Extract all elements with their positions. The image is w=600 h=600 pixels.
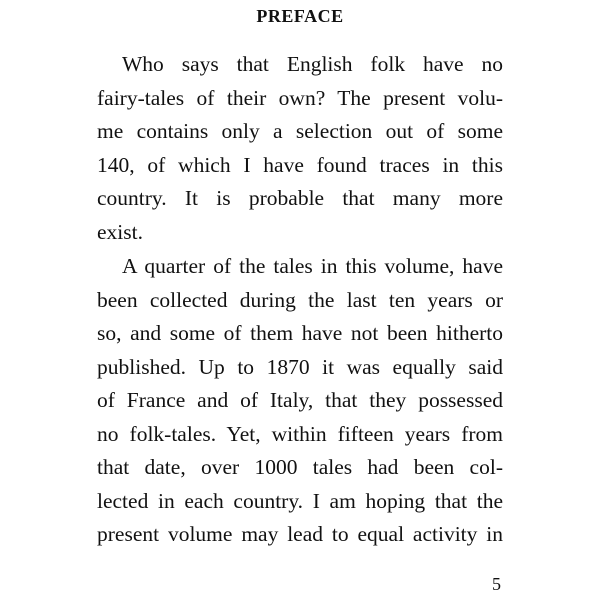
text-line: me contains only a selection out of some (97, 119, 503, 143)
text-line: 140, of which I have found traces in this (97, 152, 503, 177)
page-heading: PREFACE (256, 6, 344, 26)
text-line: country. It is probable that many more (97, 186, 503, 210)
paragraph-2 (97, 250, 503, 552)
text-line: present volume may lead to equal activity in (97, 522, 503, 546)
page-number: 5 (492, 574, 501, 594)
text-line: been collected during the last ten years or (97, 287, 503, 312)
text-line: exist. (97, 219, 143, 244)
text-line: that date, over 1000 tales had been col- (97, 455, 503, 479)
paragraph-1 (97, 48, 503, 249)
text-line: Who says that English folk have no (122, 52, 503, 76)
text-line: published. Up to 1870 it was equally said (97, 354, 503, 379)
text-line: A quarter of the tales in this volume, have (122, 254, 503, 278)
text-line: so, and some of them have not been hitherto (97, 321, 503, 345)
text-line: lected in each country. I am hoping that the (97, 488, 503, 513)
text-line: fairy-tales of their own? The present volu- (97, 85, 503, 110)
text-line: of France and of Italy, that they possessed (97, 388, 503, 412)
text-line: no folk-tales. Yet, within fifteen years from (97, 421, 503, 446)
